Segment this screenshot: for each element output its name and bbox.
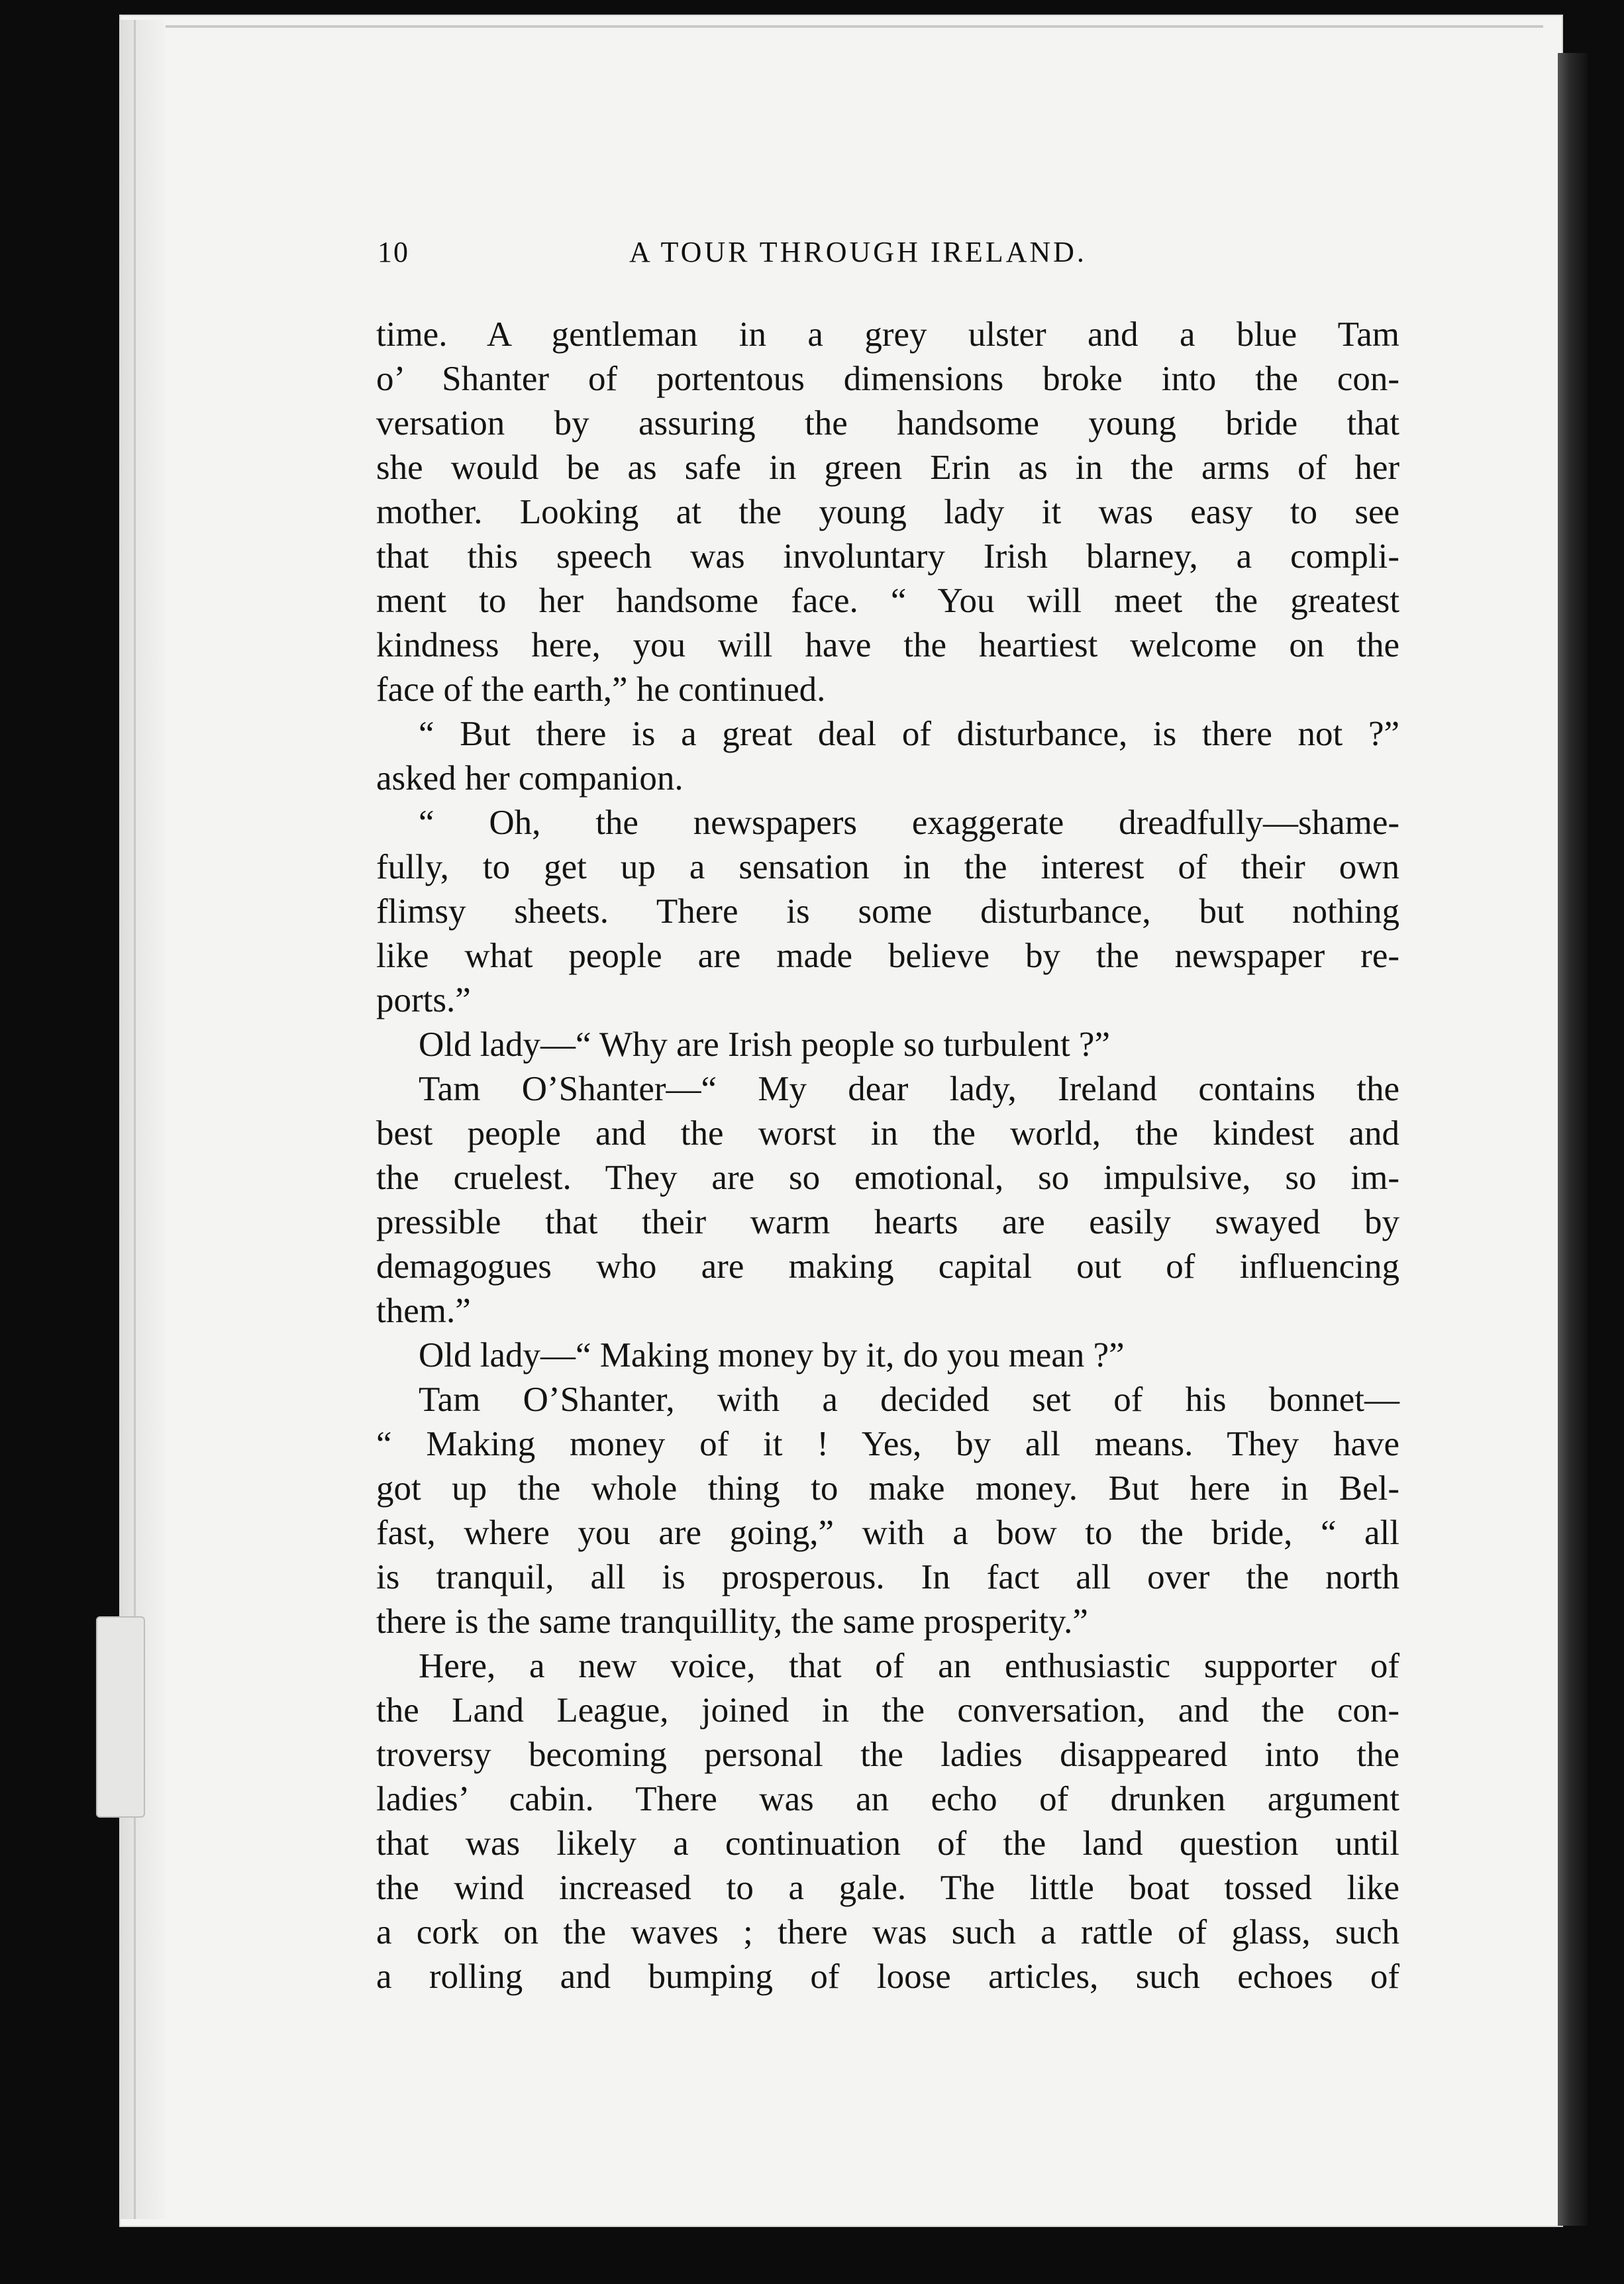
text-line: Here, a new voice, that of an enthusiastic supporter of bbox=[419, 1647, 1399, 1685]
body-text bbox=[376, 313, 1399, 1999]
text-line: time. A gentleman in a grey ulster and a blue Tam bbox=[376, 315, 1399, 354]
text-line: Old lady—“ Making money by it, do you mean ?” bbox=[419, 1336, 1125, 1375]
text-line: best people and the worst in the world, the kindest and bbox=[376, 1114, 1399, 1153]
text-line: that this speech was involuntary Irish blarney, a compli- bbox=[376, 537, 1399, 576]
text-line: mother. Looking at the young lady it was easy to see bbox=[376, 493, 1399, 531]
text-line: “ Oh, the newspapers exaggerate dreadfully—shame- bbox=[419, 804, 1399, 842]
page-number: 10 bbox=[378, 236, 409, 268]
text-line: the Land League, joined in the conversation, and the con- bbox=[376, 1691, 1399, 1730]
text-line: got up the whole thing to make money. But here in Bel- bbox=[376, 1469, 1399, 1508]
text-line: flimsy sheets. There is some disturbance, but nothing bbox=[376, 892, 1399, 931]
text-line: Tam O’Shanter—“ My dear lady, Ireland contains the bbox=[419, 1070, 1399, 1108]
text-line: there is the same tranquillity, the same prosperity.” bbox=[376, 1602, 1088, 1641]
text-line: a rolling and bumping of loose articles, such echoes of bbox=[376, 1957, 1399, 1996]
running-title: A TOUR THROUGH IRELAND. bbox=[629, 236, 1087, 268]
text-line: is tranquil, all is prosperous. In fact all over the north bbox=[376, 1558, 1399, 1596]
text-line: ladies’ cabin. There was an echo of drunken argument bbox=[376, 1780, 1399, 1818]
text-line: asked her companion. bbox=[376, 759, 684, 798]
text-line: like what people are made believe by the newspaper re- bbox=[376, 937, 1399, 975]
text-line: o’ Shanter of portentous dimensions broke into the con- bbox=[376, 360, 1399, 398]
text-line: ment to her handsome face. “ You will meet the greatest bbox=[376, 582, 1399, 620]
text-line: Tam O’Shanter, with a decided set of his bonnet— bbox=[419, 1380, 1399, 1419]
text-line: fast, where you are going,” with a bow to the bride, “ all bbox=[376, 1514, 1399, 1552]
text-line: ports.” bbox=[376, 981, 471, 1019]
text-line: face of the earth,” he continued. bbox=[376, 670, 826, 709]
text-line: troversy becoming personal the ladies disappeared into the bbox=[376, 1736, 1399, 1774]
text-line: pressible that their warm hearts are easily swayed by bbox=[376, 1203, 1399, 1241]
text-line: the cruelest. They are so emotional, so impulsive, so im- bbox=[376, 1159, 1399, 1197]
text-line: “ Making money of it ! Yes, by all means. They have bbox=[376, 1425, 1399, 1463]
text-line: she would be as safe in green Erin as in the arms of her bbox=[376, 448, 1399, 487]
page-fore-edge-shadow bbox=[1558, 53, 1588, 2226]
text-line: a cork on the waves ; there was such a rattle of glass, such bbox=[376, 1913, 1399, 1951]
text-line: versation by assuring the handsome young bride that bbox=[376, 404, 1399, 442]
text-line: “ But there is a great deal of disturbance, is there not ?” bbox=[419, 715, 1399, 753]
text-line: that was likely a continuation of the land question until bbox=[376, 1824, 1399, 1863]
text-line: Old lady—“ Why are Irish people so turbulent ?” bbox=[419, 1025, 1110, 1064]
text-line: the wind increased to a gale. The little boat tossed like bbox=[376, 1869, 1399, 1907]
text-line: demagogues who are making capital out of influencing bbox=[376, 1247, 1399, 1286]
page-gutter-edge bbox=[119, 20, 166, 2219]
running-header bbox=[378, 235, 1411, 282]
text-line: them.” bbox=[376, 1292, 471, 1330]
text-line: fully, to get up a sensation in the interest of their own bbox=[376, 848, 1399, 886]
page-tab-mark bbox=[96, 1616, 145, 1818]
page-top-edge bbox=[166, 25, 1543, 28]
text-line: kindness here, you will have the heartiest welcome on the bbox=[376, 626, 1399, 664]
